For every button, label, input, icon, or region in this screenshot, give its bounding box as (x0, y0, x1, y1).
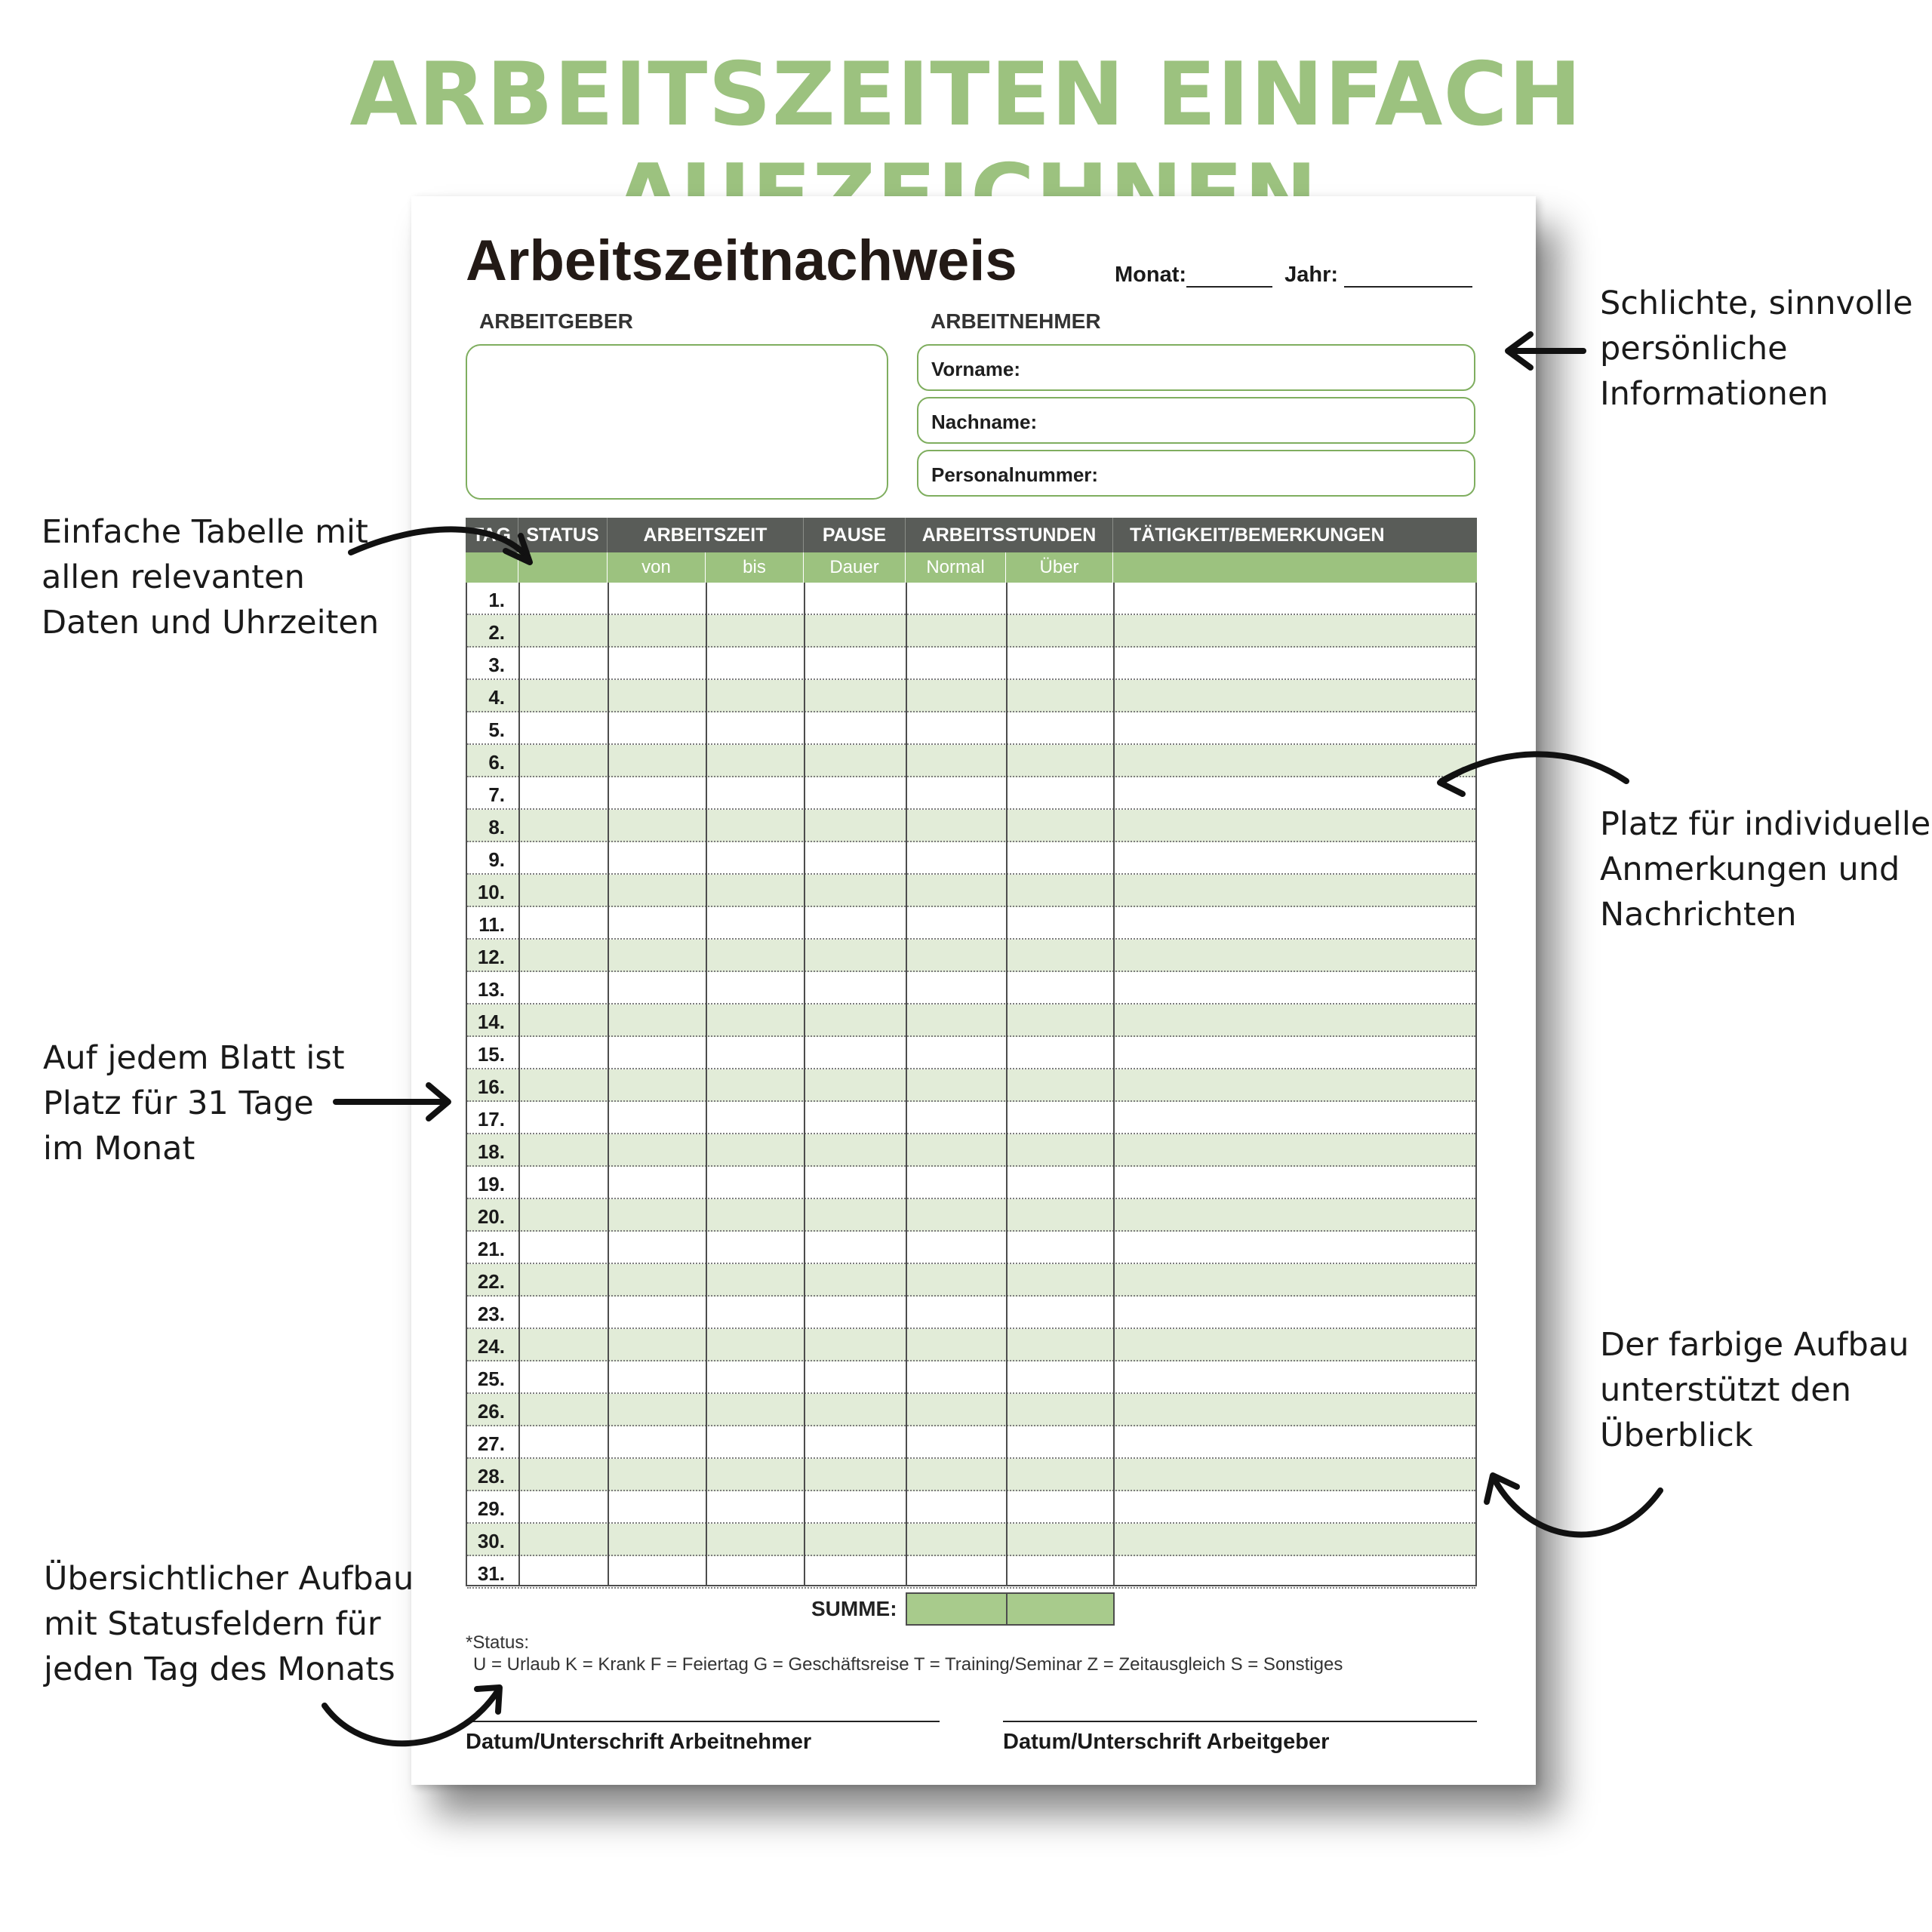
callout-line: Informationen (1600, 375, 1829, 413)
day-number: 25. (477, 1367, 505, 1390)
table-row[interactable] (467, 1167, 1475, 1199)
callout-table (42, 509, 379, 645)
callout-line: Der farbige Aufbau (1600, 1326, 1909, 1364)
table-row[interactable] (467, 1524, 1475, 1556)
nachname-field[interactable]: Nachname: (917, 397, 1475, 444)
timesheet-table (466, 518, 1477, 1586)
table-divider (518, 583, 520, 1585)
timesheet-page (411, 196, 1536, 1785)
day-number: 8. (488, 816, 505, 838)
table-row[interactable] (467, 1134, 1475, 1167)
table-divider (608, 583, 609, 1585)
table-row[interactable] (467, 1232, 1475, 1264)
table-row[interactable] (467, 583, 1475, 615)
table-divider (1006, 583, 1008, 1585)
col-arbeitsstunden: ARBEITSSTUNDEN (906, 518, 1113, 552)
callout-line: Daten und Uhrzeiten (42, 604, 380, 641)
day-number: 31. (477, 1562, 505, 1585)
table-row[interactable] (467, 1297, 1475, 1329)
table-row[interactable] (467, 810, 1475, 842)
col-arbeitszeit: ARBEITSZEIT (608, 518, 804, 552)
callout-line: unterstützt den (1600, 1371, 1851, 1409)
table-row[interactable] (467, 777, 1475, 810)
day-number: 19. (477, 1173, 505, 1195)
day-number: 18. (477, 1140, 505, 1163)
table-row[interactable] (467, 1556, 1475, 1589)
table-body (466, 583, 1477, 1586)
callout-line: Platz für individuelle (1600, 805, 1931, 843)
table-row[interactable] (467, 615, 1475, 648)
day-number: 5. (488, 718, 505, 741)
table-row[interactable] (467, 875, 1475, 907)
callout-line: Anmerkungen und (1600, 851, 1900, 888)
callout-line: Überblick (1600, 1417, 1753, 1454)
day-number: 14. (477, 1011, 505, 1033)
summe-normal-cell[interactable] (906, 1592, 1008, 1626)
signature-line-employee[interactable] (466, 1721, 940, 1722)
callout-days (43, 1035, 345, 1171)
day-number: 28. (477, 1465, 505, 1487)
table-row[interactable] (467, 1037, 1475, 1069)
summe-label: SUMME: (811, 1597, 897, 1620)
status-title: *Status: (466, 1632, 530, 1653)
day-number: 23. (477, 1303, 505, 1325)
col-pause: PAUSE (804, 518, 906, 552)
day-number: 11. (478, 913, 505, 936)
day-number: 24. (477, 1335, 505, 1358)
table-header-sub (466, 552, 1477, 583)
table-divider (804, 583, 805, 1585)
col-tag: TAG (466, 518, 518, 552)
sub-tag (466, 552, 518, 583)
day-number: 30. (477, 1530, 505, 1552)
day-number: 26. (477, 1400, 505, 1423)
table-row[interactable] (467, 745, 1475, 777)
day-number: 4. (488, 686, 505, 709)
day-number: 2. (488, 621, 505, 644)
month-year-fields (1115, 263, 1472, 288)
table-header-main (466, 518, 1477, 552)
sub-von: von (608, 552, 706, 583)
personalnummer-field[interactable]: Personalnummer: (917, 450, 1475, 497)
day-number: 15. (477, 1043, 505, 1066)
callout-line: Übersichtlicher Aufbau (44, 1560, 414, 1598)
sub-status (518, 552, 608, 583)
table-row[interactable] (467, 680, 1475, 712)
table-divider (706, 583, 707, 1585)
sub-ueber: Über (1006, 552, 1113, 583)
jahr-label: Jahr: (1284, 263, 1339, 287)
sheet-title: Arbeitszeitnachweis (466, 229, 1017, 293)
callout-line: persönliche (1600, 330, 1788, 368)
day-number: 16. (477, 1075, 505, 1098)
day-number: 12. (477, 946, 505, 968)
table-row[interactable] (467, 842, 1475, 875)
signature-label-employee: Datum/Unterschrift Arbeitnehmer (466, 1730, 812, 1754)
arbeitgeber-label: ARBEITGEBER (479, 309, 633, 333)
headline: ARBEITSZEITEN EINFACH (349, 44, 1583, 146)
table-row[interactable] (467, 940, 1475, 972)
table-row[interactable] (467, 1459, 1475, 1491)
day-number: 3. (488, 654, 505, 676)
table-row[interactable] (467, 1264, 1475, 1297)
table-row[interactable] (467, 1199, 1475, 1232)
sub-bis: bis (706, 552, 804, 583)
day-number: 10. (477, 881, 505, 903)
callout-line: Einfache Tabelle mit (42, 513, 368, 551)
col-status: STATUS (518, 518, 608, 552)
table-row[interactable] (467, 1491, 1475, 1524)
monat-blank[interactable] (1186, 266, 1272, 288)
callout-personal-info (1600, 281, 1913, 417)
jahr-blank[interactable] (1344, 266, 1472, 288)
callout-line: Schlichte, sinnvolle (1600, 285, 1913, 322)
day-number: 22. (477, 1270, 505, 1293)
col-taetigkeit: TÄTIGKEIT/BEMERKUNGEN (1130, 524, 1385, 546)
day-number: 1. (488, 589, 505, 611)
day-number: 6. (488, 751, 505, 774)
table-row[interactable] (467, 907, 1475, 940)
callout-line: Auf jedem Blatt ist (43, 1039, 345, 1077)
day-number: 27. (477, 1432, 505, 1455)
summe-ueber-cell[interactable] (1006, 1592, 1115, 1626)
callout-colors (1600, 1322, 1909, 1458)
arbeitnehmer-label: ARBEITNEHMER (931, 309, 1101, 333)
day-number: 9. (488, 848, 505, 871)
callout-line: mit Statusfeldern für (44, 1605, 381, 1643)
table-row[interactable] (467, 1329, 1475, 1361)
callout-line: im Monat (43, 1130, 195, 1168)
table-row[interactable] (467, 1069, 1475, 1102)
sub-dauer: Dauer (804, 552, 906, 583)
table-row[interactable] (467, 1102, 1475, 1134)
day-number: 7. (488, 783, 505, 806)
day-number: 29. (477, 1497, 505, 1520)
day-number: 17. (477, 1108, 505, 1131)
table-row[interactable] (467, 712, 1475, 745)
callout-remarks (1600, 801, 1930, 937)
vorname-field[interactable]: Vorname: (917, 344, 1475, 391)
callout-line: Nachrichten (1600, 896, 1797, 934)
table-divider (906, 583, 907, 1585)
sub-normal: Normal (906, 552, 1006, 583)
callout-status (44, 1556, 414, 1692)
callout-line: Platz für 31 Tage (43, 1084, 314, 1122)
monat-label: Monat: (1115, 263, 1187, 287)
employer-box[interactable] (466, 344, 888, 500)
signature-label-employer: Datum/Unterschrift Arbeitgeber (1003, 1730, 1330, 1754)
day-number: 13. (477, 978, 505, 1001)
table-row[interactable] (467, 1361, 1475, 1394)
day-number: 21. (477, 1238, 505, 1260)
day-number: 20. (477, 1205, 505, 1228)
table-row[interactable] (467, 1004, 1475, 1037)
table-row[interactable] (467, 648, 1475, 680)
table-row[interactable] (467, 972, 1475, 1004)
callout-line: allen relevanten (42, 558, 305, 596)
callout-line: jeden Tag des Monats (44, 1651, 395, 1688)
table-row[interactable] (467, 1426, 1475, 1459)
status-legend: U = Urlaub K = Krank F = Feiertag G = Geschäftsreise T = Training/Seminar Z = Zeitausgleich S = Sonstiges (473, 1654, 1343, 1675)
signature-line-employer[interactable] (1003, 1721, 1477, 1722)
table-divider (1113, 583, 1115, 1585)
table-row[interactable] (467, 1394, 1475, 1426)
sub-taetigkeit (1113, 552, 1477, 583)
